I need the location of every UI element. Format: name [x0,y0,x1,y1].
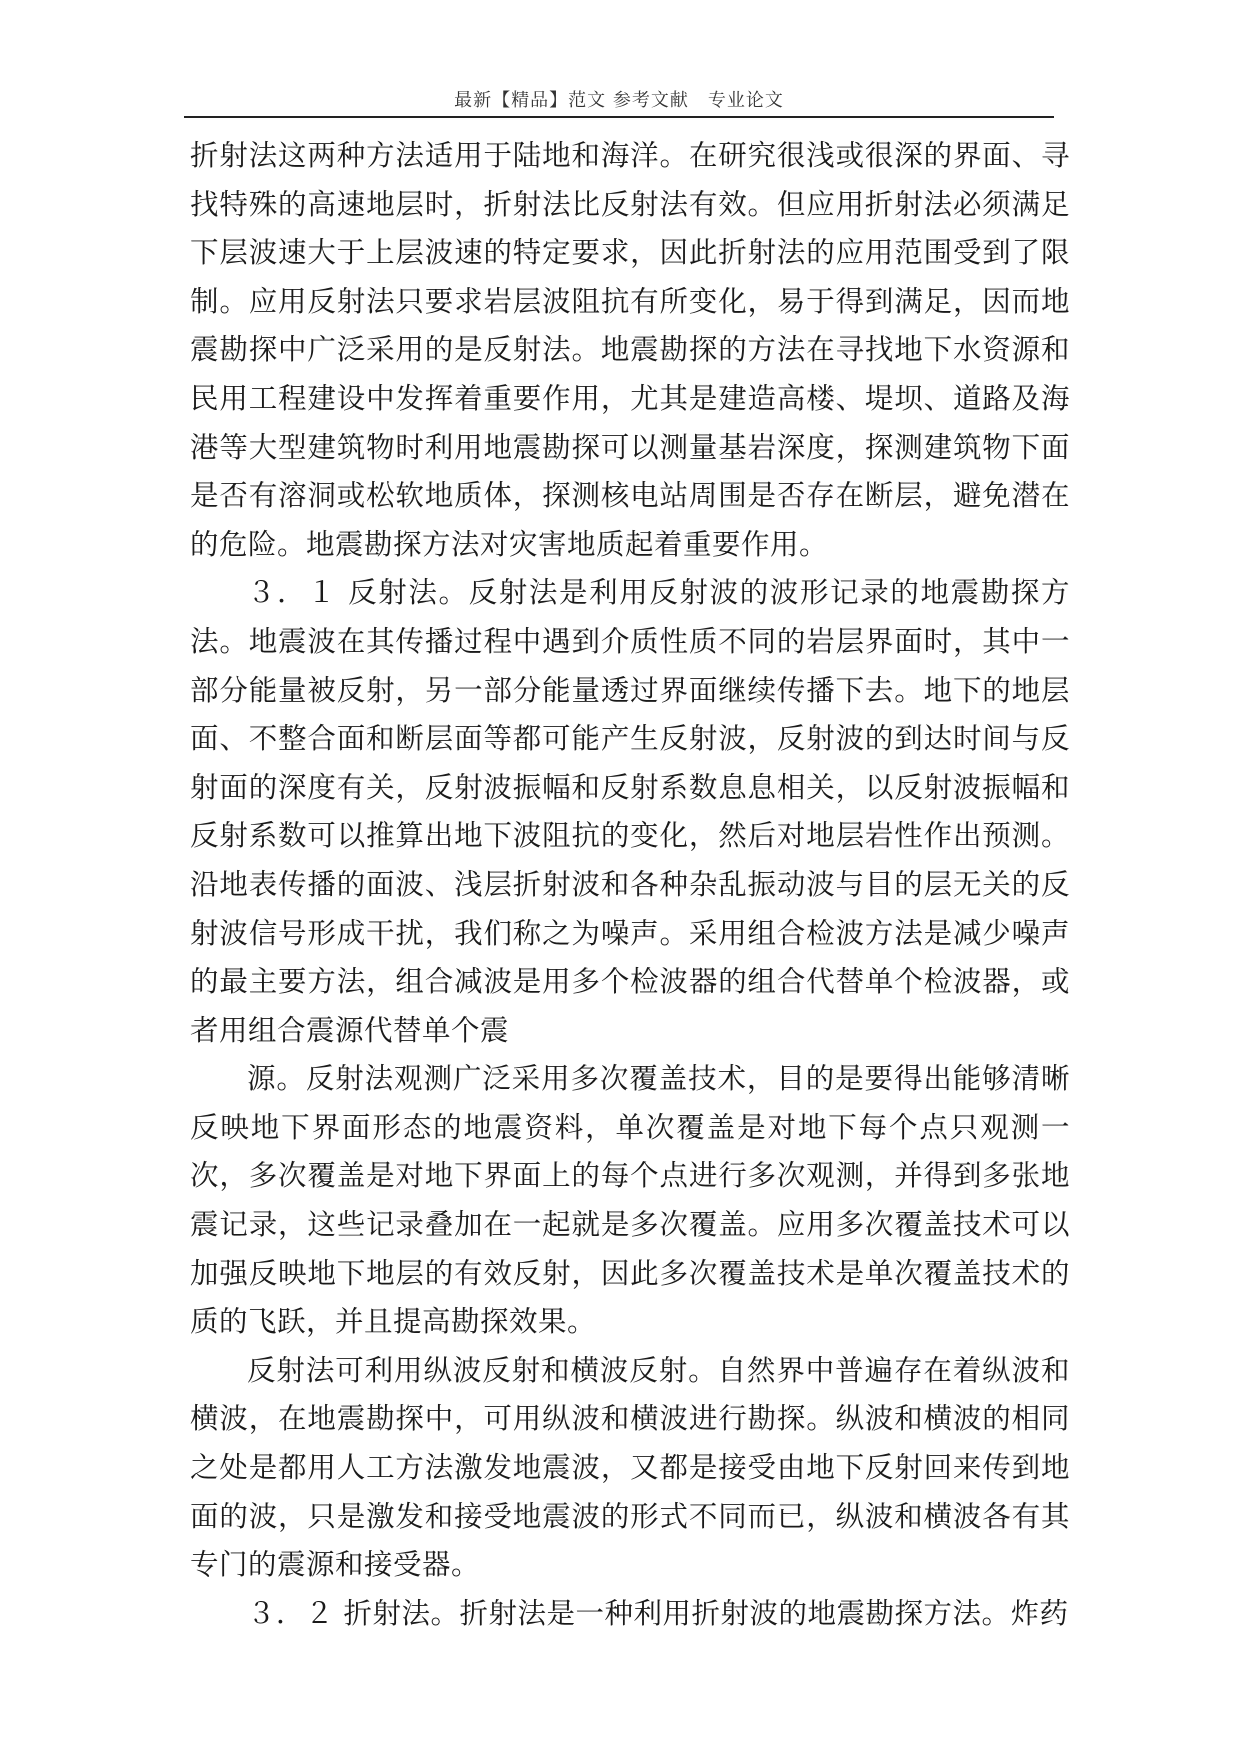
paragraph-multiple-coverage: 源。反射法观测广泛采用多次覆盖技术，目的是要得出能够清晰反映地下界面形态的地震资料，单次覆盖是对地下每个点只观测一次，多次覆盖是对地下界面上的每个点进行多次观测，并得到多张地震记录，这些记录叠加在一起就是多次覆盖。应用多次覆盖技术可以加强反映地下地层的有效反射，因此多次覆盖技术是单次覆盖技术的质的飞跃，并且提高勘探效果。 [190,1062,1070,1339]
paragraph-section-3-2: ３．２ 折射法。折射法是一种利用折射波的地震勘探方法。炸药 [247,1596,1069,1630]
paragraph-continuation: 折射法这两种方法适用于陆地和海洋。在研究很浅或很深的界面、寻找特殊的高速地层时，折射法比反射法有效。但应用折射法必须满足下层波速大于上层波速的特定要求，因此折射法的应用范围受到了限制。应用反射法只要求岩层波阻抗有所变化，易于得到满足，因而地震勘探中广泛采用的是反射法。地震勘探的方法在寻找地下水资源和民用工程建设中发挥着重要作用，尤其是建造高楼、堤坝、道路及海港等大型建筑物时利用地震勘探可以测量基岩深度，探测建筑物下面是否有溶洞或松软地质体，探测核电站周围是否存在断层，避免潜在的危险。地震勘探方法对灾害地质起着重要作用。 [190,139,1070,561]
page-header: 最新【精品】范文 参考文献 专业论文 [454,90,784,111]
header-rule [184,116,1054,118]
document-body [190,132,1070,1638]
paragraph-wave-types: 反射法可利用纵波反射和横波反射。自然界中普遍存在着纵波和横波，在地震勘探中，可用纵波和横波进行勘探。纵波和横波的相同之处是都用人工方法激发地震波，又都是接受由地下反射回来传到地面的波，只是激发和接受地震波的形式不同而已，纵波和横波各有其专门的震源和接受器。 [190,1353,1070,1582]
paragraph-section-3-1: ３．１ 反射法。反射法是利用反射波的波形记录的地震勘探方法。地震波在其传播过程中遇到介质性质不同的岩层界面时，其中一部分能量被反射，另一部分能量透过界面继续传播下去。地下的地层面、不整合面和断层面等都可能产生反射波，反射波的到达时间与反射面的深度有关，反射波振幅和反射系数息息相关，以反射波振幅和反射系数可以推算出地下波阻抗的变化，然后对地层岩性作出预测。沿地表传播的面波、浅层折射波和各种杂乱振动波与目的层无关的反射波信号形成干扰，我们称之为噪声。采用组合检波方法是减少噪声的最主要方法，组合减波是用多个检波器的组合代替单个检波器，或者用组合震源代替单个震 [190,576,1070,1047]
